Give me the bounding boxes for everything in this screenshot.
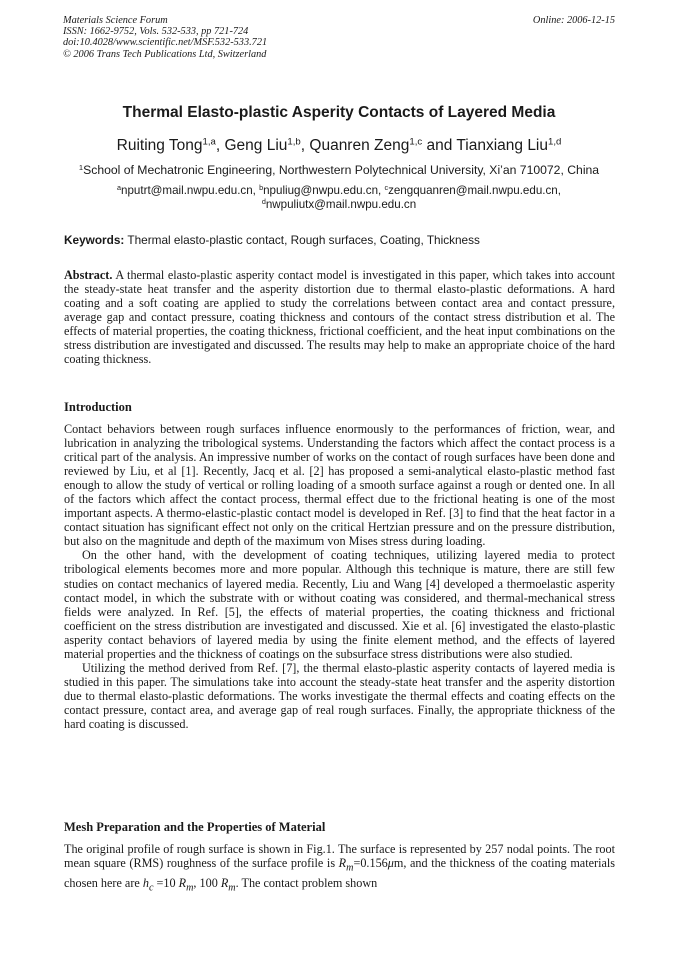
issn-line: ISSN: 1662-9752, Vols. 532-533, pp 721-724 — [63, 26, 249, 38]
author-sup: 1,a — [202, 136, 216, 148]
paragraph: The original profile of rough surface is shown in Fig.1. The surface is represented by 257 nodal points. The root mean square (RMS) roughness of the surface profile is $R_m=0.156\mu m$, and the thickness of the coating materials chosen here are $h_c =10$ $R_m$, 100 $R_m$. The contact problem shown — [64, 842, 615, 893]
author-sup: 1,d — [548, 136, 562, 148]
coating-thickness-symbol: $h_c$ — [142, 875, 154, 893]
author-sup: 1,b — [287, 136, 301, 148]
author-name: Quanren Zeng — [309, 137, 410, 154]
email-list: $^a$nputrt@mail.nwpu.edu.cn, $^b$npuliug@nwpu.edu.cn, $^c$zengquanren@mail.nwpu.edu.cn, $^d$nwpuliutx@mail.nwpu.edu.cn — [117, 183, 561, 211]
email-link[interactable]: nwpuliutx@mail.nwpu.edu.cn — [265, 198, 417, 211]
abstract — [64, 268, 615, 366]
journal-header — [63, 15, 267, 60]
author-sup: 1,c — [409, 136, 423, 148]
rms-symbol: $R_m$ — [338, 856, 354, 874]
doi-line[interactable]: doi:10.4028/www.scientific.net/MSF.532-533.721 — [63, 37, 268, 49]
email-link[interactable]: nputrt@mail.nwpu.edu.cn, — [121, 184, 260, 197]
introduction-body — [64, 422, 615, 731]
journal-name: Materials Science Forum — [63, 15, 168, 26]
paragraph: On the other hand, with the development of coating techniques, utilizing layered media to protect tribological elements becomes more and more popular. Although this technique is mature, there are still few studies on contact mechanics of layered media. Recently, Liu and Wang [4] developed a thermoelastic asperity contact model, in which the substrate with or without coating was considered, and thermal-mechanical stress fields were analyzed. In Ref. [5], the effects of material properties, the coating thickness and frictional coefficient on the stress distribution are investigated and discussed. Xie et al. [6] investigated the elasto-plastic asperity contact behaviors of layered media by using the finite element method, and the effects of layered material properties and the thickness of coatings on the subsurface stress distributions were also studied. — [64, 548, 615, 661]
author-name: Tianxiang Liu — [456, 137, 548, 154]
email-link[interactable]: zengquanren@mail.nwpu.edu.cn, — [388, 184, 561, 197]
paragraph: Utilizing the method derived from Ref. [7], the thermal elasto-plastic asperity contacts of layered media is studied in this paper. The simulations take into account the steady-state heat transfer and the asperity distortion due to thermal elasto-plastic deformations. The works investigate the thermal effects and coating effects on the contact pressure, contact area, and average gap of real rough surfaces. Finally, the appropriate thickness of the hard coating is discussed. — [64, 660, 615, 731]
abstract-text: A thermal elasto-plastic asperity contact model is investigated in this paper, which takes into account the steady-state heat transfer and the asperity distortion due to thermal elasto-plastic deformations. A hard coating and a soft coating are applied to study the correlations between contact area and contact pressure, average gap and contact pressure, coating thickness and contours of the contact stress distribution et al. The effects of material properties, the coating thickness, frictional coefficient, and the heat input combinations on the stress distribution are investigated and discussed. The results may help to make an appropriate choice of the hard coating thickness. — [64, 268, 615, 367]
online-date: Online: 2006-12-15 — [532, 15, 615, 26]
author-name: Geng Liu — [224, 137, 288, 154]
section-heading-introduction: Introduction — [64, 400, 132, 414]
email-link[interactable]: npuliug@nwpu.edu.cn, — [263, 184, 385, 197]
author-list: Ruiting Tong$^{1,a}$, Geng Liu$^{1,b}$, Quanren Zeng$^{1,c}$ and Tianxiang Liu$^{1,d}$ — [116, 136, 562, 154]
abstract-label: Abstract. — [64, 268, 113, 282]
keywords: Keywords: Thermal elasto-plastic contact, Rough surfaces, Coating, Thickness — [64, 233, 480, 247]
section-heading-mesh: Mesh Preparation and the Properties of Material — [64, 820, 326, 834]
paragraph: Contact behaviors between rough surfaces influence enormously to the performances of friction, wear, and lubrication in analyzing the tribological systems. Understanding the factors which affect the contact process is a critical part of the analysis. An impressive number of works on the contact of rough surfaces have been done and reviewed by Liu, et al [1]. Recently, Jacq et al. [2] has proposed a semi-analytical elasto-plastic method fast enough to allow the study of vertical or rolling loading of a smooth surface against a rough or dented one. In all of the factors which affect the contact process, thermal effect due to the frictional heating is one of the most important aspects. A thermo-elastic-plastic contact model is developed in Ref. [3] to find that the heat factor in a contact situation has significant effect not only on the critical Hertzian pressure and on the pressure distribution, but also on the magnitude and depth of the maximum von Mises stress during loading. — [64, 422, 615, 549]
affiliation: $^1$School of Mechatronic Engineering, Northwestern Polytechnical University, Xi’an 710072, China — [78, 162, 600, 177]
mesh-body — [64, 842, 615, 895]
author-name: Ruiting Tong — [116, 137, 203, 154]
paper-title: Thermal Elasto-plastic Asperity Contacts of Layered Media — [122, 104, 556, 121]
keywords-label: Keywords: — [64, 233, 125, 247]
copyright-line: © 2006 Trans Tech Publications Ltd, Switzerland — [63, 48, 267, 60]
